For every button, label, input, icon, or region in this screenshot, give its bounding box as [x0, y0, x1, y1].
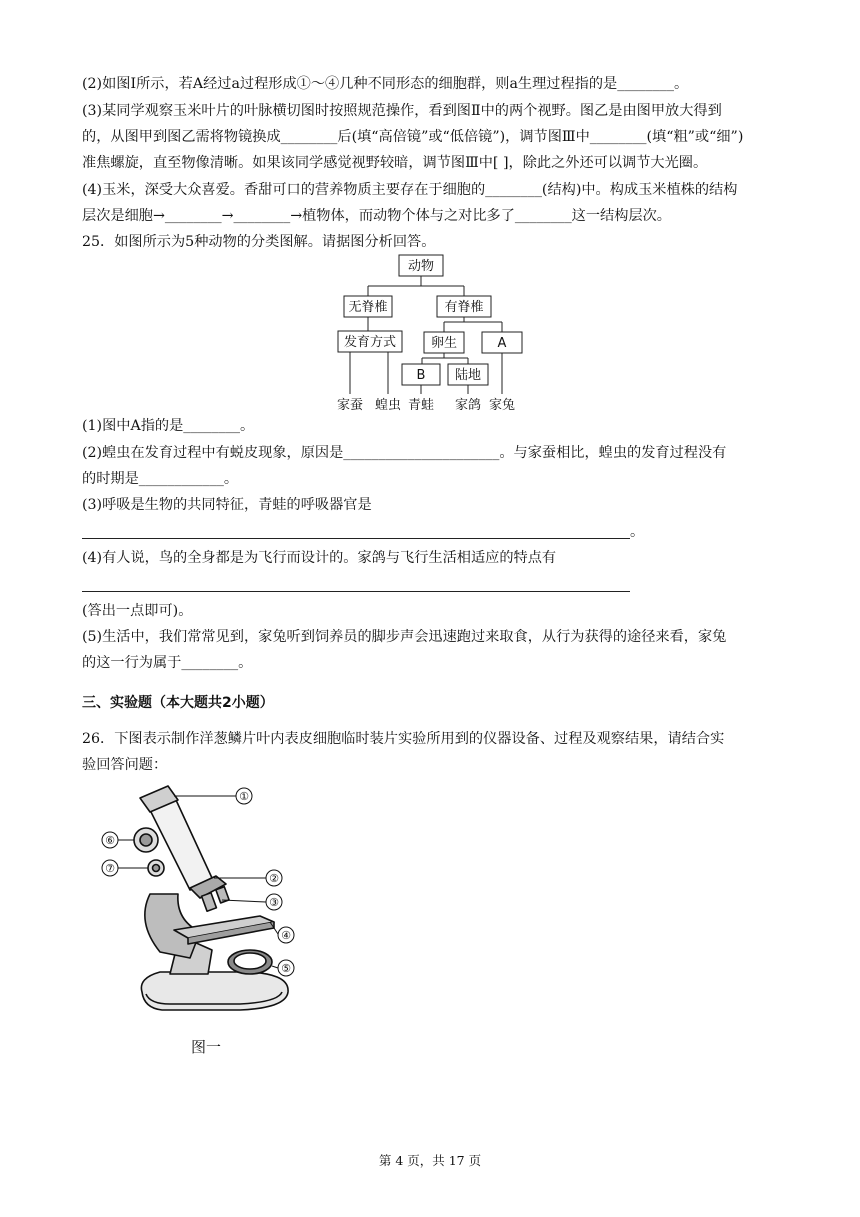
q24-part3-line2: 的，从图甲到图乙需将物镜换成________后(填“高倍镜”或“低倍镜”)，调节图Ⅲ中________(填“粗”或“细”) — [82, 129, 744, 145]
section-heading: 三、实验题（本大题共2小题） — [82, 695, 274, 711]
body-tube — [150, 800, 212, 890]
leaf-rabbit: 家兔 — [488, 398, 516, 413]
q25-part2-line1: (2)蝗虫在发育过程中有蜕皮现象，原因是______________________。与家蚕相比，蝗虫的发育过程没有 — [82, 445, 727, 461]
a-label: A — [497, 336, 507, 351]
q25-part1: (1)图中A指的是________。 — [82, 418, 255, 434]
q26-stem-line1: 26．下图表示制作洋葱鳞片叶内表皮细胞临时装片实验所用到的仪器设备、过程及观察结果，请结合实 — [82, 731, 725, 747]
label-2: ② — [269, 872, 279, 885]
page-footer: 第 4 页，共 17 页 — [378, 1153, 482, 1168]
leaf-silkworm: 家蚕 — [336, 398, 364, 413]
label-7: ⑦ — [105, 862, 115, 875]
label-6: ⑥ — [105, 834, 115, 847]
q25-part2-line2: 的时期是____________。 — [82, 471, 239, 487]
microscope-arm — [145, 894, 200, 958]
vertebrate-label: 有脊椎 — [444, 300, 484, 315]
oviparous-label: 卵生 — [430, 336, 458, 351]
q24-part4-line2: 层次是细胞→________→________→植物体，而动物个体与之对比多了________这一结构层次。 — [82, 208, 671, 224]
microscope-illustration — [90, 782, 310, 1072]
q24-part4-line1: (4)玉米，深受大众喜爱。香甜可口的营养物质主要存在于细胞的________(结构)中。构成玉米植株的结构 — [82, 182, 738, 198]
development-label: 发育方式 — [343, 335, 397, 350]
q24-part3-line3: 准焦螺旋，直至物像清晰。如果该同学感觉视野较暗，调节图Ⅲ中[ ]，除此之外还可以调节大光圈。 — [82, 155, 708, 171]
objective-lens — [202, 893, 217, 911]
root-label: 动物 — [407, 259, 435, 274]
q25-part4-note: (答出一点即可)。 — [82, 603, 193, 619]
invertebrate-label: 无脊椎 — [348, 300, 388, 315]
q25-part5-line1: (5)生活中，我们常常见到，家兔听到饲养员的脚步声会迅速跑过来取食，从行为获得的途径来看，家兔 — [82, 629, 727, 645]
answer-blank-line — [82, 538, 630, 539]
q24-part3-line1: (3)某同学观察玉米叶片的叶脉横切图时按照规范操作，看到图Ⅱ中的两个视野。图乙是由图甲放大得到 — [82, 103, 722, 119]
leaf-pigeon: 家鸽 — [454, 398, 482, 413]
land-label: 陆地 — [454, 368, 482, 383]
q25-part4: (4)有人说，鸟的全身都是为飞行而设计的。家鸽与飞行生活相适应的特点有 — [82, 550, 557, 566]
q25-part5-line2: 的这一行为属于________。 — [82, 655, 253, 671]
q24-part2: (2)如图Ⅰ所示，若A经过a过程形成①～④几种不同形态的细胞群，则a生理过程指的是________。 — [82, 76, 689, 92]
figure-caption: 图一 — [190, 1038, 222, 1056]
b-label: B — [416, 368, 426, 383]
q26-stem-line2: 验回答问题： — [82, 757, 168, 773]
q25-part3-end: 。 — [630, 524, 645, 540]
answer-blank-line — [82, 591, 630, 592]
q25-stem: 25．如图所示为5种动物的分类图解。请据图分析回答。 — [82, 234, 436, 250]
leaf-locust: 蝗虫 — [374, 398, 402, 413]
leaf-frog: 青蛙 — [407, 398, 435, 413]
label-5: ⑤ — [281, 962, 291, 975]
label-1: ① — [239, 790, 249, 803]
label-3: ③ — [269, 896, 279, 909]
label-4: ④ — [281, 929, 291, 942]
q25-part3: (3)呼吸是生物的共同特征，青蛙的呼吸器官是 — [82, 497, 372, 513]
animal-classification-diagram — [330, 252, 530, 418]
